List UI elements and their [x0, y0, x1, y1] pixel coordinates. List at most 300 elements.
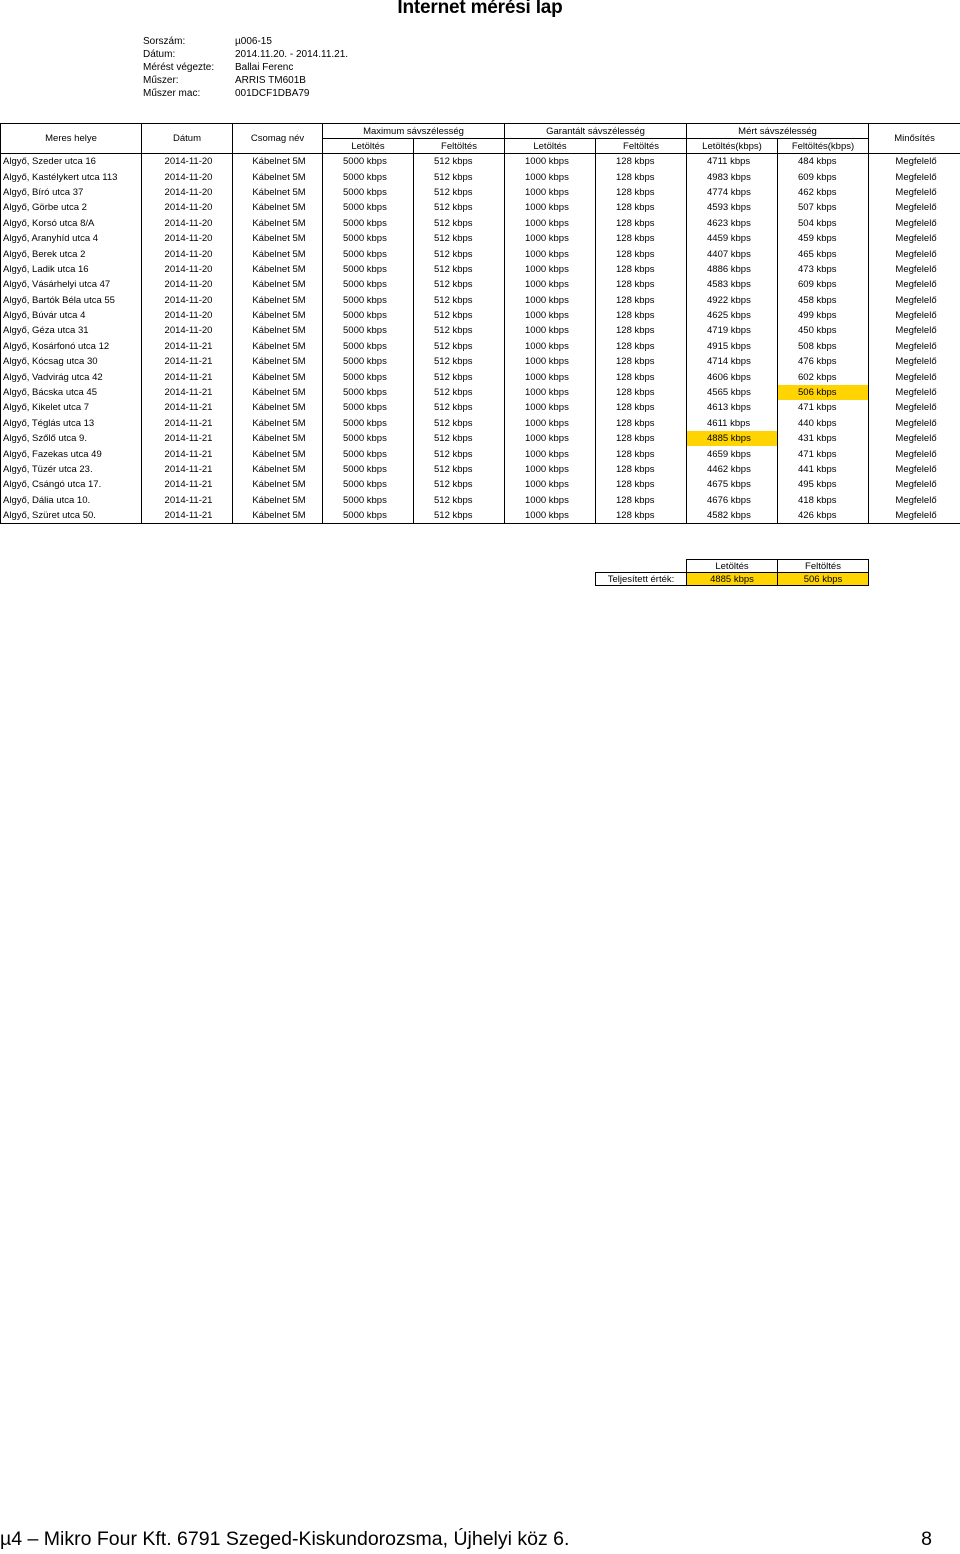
cell-meas-download: 4611 kbps — [687, 416, 778, 431]
cell-quality: Megfelelő — [869, 293, 960, 308]
cell-max-download: 5000 kbps — [323, 477, 414, 492]
cell-guar-download: 1000 kbps — [505, 323, 596, 338]
cell-quality: Megfelelő — [869, 493, 960, 508]
cell-place: Algyő, Berek utca 2 — [1, 246, 142, 261]
cell-meas-download: 4922 kbps — [687, 293, 778, 308]
cell-max-download: 5000 kbps — [323, 385, 414, 400]
cell-package: Kábelnet 5M — [233, 477, 323, 492]
cell-guar-upload: 128 kbps — [596, 277, 687, 292]
table-row — [1, 416, 960, 431]
cell-max-download: 5000 kbps — [323, 231, 414, 246]
cell-meas-upload: 473 kbps — [778, 262, 869, 277]
cell-meas-download: 4675 kbps — [687, 477, 778, 492]
table-row — [1, 493, 960, 508]
meta-label: Mérést végezte: — [143, 62, 215, 73]
cell-meas-download: 4606 kbps — [687, 369, 778, 384]
table-row — [1, 277, 960, 292]
meta-label: Sorszám: — [143, 36, 186, 47]
cell-meas-upload: 459 kbps — [778, 231, 869, 246]
cell-meas-download: 4711 kbps — [687, 154, 778, 170]
cell-package: Kábelnet 5M — [233, 216, 323, 231]
cell-place: Algyő, Búvár utca 4 — [1, 308, 142, 323]
cell-place: Algyő, Fazekas utca 49 — [1, 446, 142, 461]
cell-package: Kábelnet 5M — [233, 508, 323, 524]
cell-place: Algyő, Szüret utca 50. — [1, 508, 142, 524]
cell-quality: Megfelelő — [869, 200, 960, 215]
cell-quality: Megfelelő — [869, 385, 960, 400]
meta-value: 2014.11.20. - 2014.11.21. — [235, 49, 349, 60]
cell-place: Algyő, Kócsag utca 30 — [1, 354, 142, 369]
cell-max-download: 5000 kbps — [323, 293, 414, 308]
header-guaranteed-bandwidth: Garantált sávszélesség — [505, 124, 687, 139]
table-row — [1, 293, 960, 308]
cell-quality: Megfelelő — [869, 339, 960, 354]
cell-max-upload: 512 kbps — [414, 200, 505, 215]
cell-quality: Megfelelő — [869, 354, 960, 369]
cell-package: Kábelnet 5M — [233, 231, 323, 246]
cell-max-download: 5000 kbps — [323, 416, 414, 431]
cell-package: Kábelnet 5M — [233, 462, 323, 477]
cell-package: Kábelnet 5M — [233, 385, 323, 400]
cell-meas-upload: 507 kbps — [778, 200, 869, 215]
cell-date: 2014-11-20 — [142, 169, 233, 184]
cell-guar-download: 1000 kbps — [505, 246, 596, 261]
cell-max-upload: 512 kbps — [414, 446, 505, 461]
cell-max-upload: 512 kbps — [414, 231, 505, 246]
cell-place: Algyő, Bíró utca 37 — [1, 185, 142, 200]
cell-max-download: 5000 kbps — [323, 277, 414, 292]
cell-package: Kábelnet 5M — [233, 185, 323, 200]
cell-date: 2014-11-20 — [142, 308, 233, 323]
measurement-table — [0, 123, 960, 524]
table-row — [1, 308, 960, 323]
cell-meas-download: 4719 kbps — [687, 323, 778, 338]
cell-guar-download: 1000 kbps — [505, 493, 596, 508]
cell-meas-download: 4774 kbps — [687, 185, 778, 200]
cell-guar-upload: 128 kbps — [596, 462, 687, 477]
cell-guar-download: 1000 kbps — [505, 169, 596, 184]
cell-guar-upload: 128 kbps — [596, 262, 687, 277]
header-meas-download: Letöltés(kbps) — [687, 139, 778, 154]
table-row — [1, 200, 960, 215]
cell-package: Kábelnet 5M — [233, 277, 323, 292]
cell-meas-upload: 506 kbps — [778, 385, 869, 400]
cell-meas-upload: 426 kbps — [778, 508, 869, 524]
cell-date: 2014-11-21 — [142, 431, 233, 446]
cell-max-upload: 512 kbps — [414, 416, 505, 431]
cell-max-upload: 512 kbps — [414, 169, 505, 184]
cell-meas-upload: 418 kbps — [778, 493, 869, 508]
cell-max-download: 5000 kbps — [323, 431, 414, 446]
table-row — [1, 462, 960, 477]
cell-max-upload: 512 kbps — [414, 246, 505, 261]
cell-guar-download: 1000 kbps — [505, 339, 596, 354]
cell-meas-download: 4462 kbps — [687, 462, 778, 477]
cell-meas-upload: 609 kbps — [778, 169, 869, 184]
cell-package: Kábelnet 5M — [233, 431, 323, 446]
cell-guar-upload: 128 kbps — [596, 400, 687, 415]
cell-guar-download: 1000 kbps — [505, 293, 596, 308]
cell-guar-download: 1000 kbps — [505, 354, 596, 369]
cell-place: Algyő, Vadvirág utca 42 — [1, 369, 142, 384]
cell-max-download: 5000 kbps — [323, 354, 414, 369]
cell-meas-download: 4613 kbps — [687, 400, 778, 415]
cell-max-upload: 512 kbps — [414, 277, 505, 292]
cell-meas-upload: 504 kbps — [778, 216, 869, 231]
cell-quality: Megfelelő — [869, 185, 960, 200]
page-title: Internet mérési lap — [397, 0, 563, 18]
cell-package: Kábelnet 5M — [233, 308, 323, 323]
header-package: Csomag név — [233, 124, 323, 154]
cell-place: Algyő, Bácska utca 45 — [1, 385, 142, 400]
cell-max-download: 5000 kbps — [323, 462, 414, 477]
cell-guar-download: 1000 kbps — [505, 216, 596, 231]
cell-max-upload: 512 kbps — [414, 185, 505, 200]
cell-max-download: 5000 kbps — [323, 446, 414, 461]
cell-guar-download: 1000 kbps — [505, 277, 596, 292]
table-row — [1, 431, 960, 446]
cell-meas-upload: 431 kbps — [778, 431, 869, 446]
table-row — [1, 400, 960, 415]
header-meas-upload: Feltöltés(kbps) — [778, 139, 869, 154]
cell-place: Algyő, Csángó utca 17. — [1, 477, 142, 492]
table-row — [1, 508, 960, 524]
cell-max-upload: 512 kbps — [414, 477, 505, 492]
cell-date: 2014-11-21 — [142, 354, 233, 369]
cell-place: Algyő, Korsó utca 8/A — [1, 216, 142, 231]
cell-guar-download: 1000 kbps — [505, 185, 596, 200]
page-number: 8 — [921, 1528, 932, 1550]
cell-guar-upload: 128 kbps — [596, 354, 687, 369]
header-guar-upload: Feltöltés — [596, 139, 687, 154]
header-max-upload: Feltöltés — [414, 139, 505, 154]
cell-guar-upload: 128 kbps — [596, 154, 687, 170]
cell-place: Algyő, Görbe utca 2 — [1, 200, 142, 215]
cell-meas-download: 4583 kbps — [687, 277, 778, 292]
cell-guar-upload: 128 kbps — [596, 369, 687, 384]
cell-quality: Megfelelő — [869, 416, 960, 431]
cell-max-download: 5000 kbps — [323, 246, 414, 261]
cell-meas-download: 4582 kbps — [687, 508, 778, 524]
cell-package: Kábelnet 5M — [233, 154, 323, 170]
cell-guar-download: 1000 kbps — [505, 385, 596, 400]
cell-meas-upload: 476 kbps — [778, 354, 869, 369]
meta-value: Ballai Ferenc — [235, 62, 294, 73]
cell-guar-upload: 128 kbps — [596, 246, 687, 261]
cell-date: 2014-11-20 — [142, 154, 233, 170]
cell-guar-download: 1000 kbps — [505, 477, 596, 492]
cell-max-upload: 512 kbps — [414, 154, 505, 170]
cell-package: Kábelnet 5M — [233, 246, 323, 261]
cell-meas-upload: 495 kbps — [778, 477, 869, 492]
cell-meas-download: 4915 kbps — [687, 339, 778, 354]
cell-meas-download: 4459 kbps — [687, 231, 778, 246]
cell-meas-download: 4565 kbps — [687, 385, 778, 400]
summary-download-value: 4885 kbps — [687, 573, 778, 586]
cell-place: Algyő, Szőlő utca 9. — [1, 431, 142, 446]
cell-place: Algyő, Ladik utca 16 — [1, 262, 142, 277]
cell-quality: Megfelelő — [869, 369, 960, 384]
cell-max-upload: 512 kbps — [414, 293, 505, 308]
cell-meas-download: 4714 kbps — [687, 354, 778, 369]
cell-max-upload: 512 kbps — [414, 385, 505, 400]
cell-guar-download: 1000 kbps — [505, 508, 596, 524]
summary-upload-value: 506 kbps — [778, 573, 869, 586]
cell-guar-upload: 128 kbps — [596, 431, 687, 446]
cell-package: Kábelnet 5M — [233, 446, 323, 461]
table-row — [1, 154, 960, 170]
summary-download-header: Letöltés — [687, 560, 778, 573]
cell-max-download: 5000 kbps — [323, 493, 414, 508]
cell-max-upload: 512 kbps — [414, 339, 505, 354]
cell-meas-upload: 458 kbps — [778, 293, 869, 308]
cell-meas-upload: 440 kbps — [778, 416, 869, 431]
cell-quality: Megfelelő — [869, 169, 960, 184]
cell-quality: Megfelelő — [869, 308, 960, 323]
meta-value: ARRIS TM601B — [235, 75, 306, 86]
cell-guar-download: 1000 kbps — [505, 308, 596, 323]
cell-date: 2014-11-20 — [142, 277, 233, 292]
cell-date: 2014-11-21 — [142, 493, 233, 508]
cell-guar-download: 1000 kbps — [505, 416, 596, 431]
cell-max-upload: 512 kbps — [414, 400, 505, 415]
cell-guar-upload: 128 kbps — [596, 185, 687, 200]
header-date: Dátum — [142, 124, 233, 154]
cell-place: Algyő, Vásárhelyi utca 47 — [1, 277, 142, 292]
summary-label: Teljesített érték: — [596, 573, 687, 586]
header-place: Meres helye — [1, 124, 142, 154]
cell-guar-upload: 128 kbps — [596, 216, 687, 231]
cell-quality: Megfelelő — [869, 262, 960, 277]
cell-package: Kábelnet 5M — [233, 200, 323, 215]
cell-max-upload: 512 kbps — [414, 462, 505, 477]
cell-quality: Megfelelő — [869, 231, 960, 246]
cell-meas-upload: 602 kbps — [778, 369, 869, 384]
meta-label: Műszer mac: — [143, 88, 201, 99]
cell-meas-upload: 471 kbps — [778, 400, 869, 415]
cell-guar-upload: 128 kbps — [596, 323, 687, 338]
cell-meas-download: 4983 kbps — [687, 169, 778, 184]
cell-place: Algyő, Kikelet utca 7 — [1, 400, 142, 415]
cell-place: Algyő, Dália utca 10. — [1, 493, 142, 508]
cell-quality: Megfelelő — [869, 462, 960, 477]
meta-value: 001DCF1DBA79 — [235, 88, 310, 99]
table-row — [1, 323, 960, 338]
cell-guar-upload: 128 kbps — [596, 508, 687, 524]
cell-date: 2014-11-21 — [142, 462, 233, 477]
summary-upload-header: Feltöltés — [778, 560, 869, 573]
cell-max-download: 5000 kbps — [323, 154, 414, 170]
cell-date: 2014-11-21 — [142, 416, 233, 431]
cell-guar-download: 1000 kbps — [505, 262, 596, 277]
cell-guar-download: 1000 kbps — [505, 400, 596, 415]
cell-guar-upload: 128 kbps — [596, 493, 687, 508]
cell-place: Algyő, Kosárfonó utca 12 — [1, 339, 142, 354]
cell-package: Kábelnet 5M — [233, 400, 323, 415]
cell-place: Algyő, Aranyhíd utca 4 — [1, 231, 142, 246]
cell-max-upload: 512 kbps — [414, 493, 505, 508]
cell-quality: Megfelelő — [869, 477, 960, 492]
cell-meas-upload: 441 kbps — [778, 462, 869, 477]
cell-place: Algyő, Szeder utca 16 — [1, 154, 142, 170]
cell-max-upload: 512 kbps — [414, 323, 505, 338]
cell-max-upload: 512 kbps — [414, 508, 505, 524]
cell-date: 2014-11-21 — [142, 508, 233, 524]
cell-meas-download: 4407 kbps — [687, 246, 778, 261]
cell-max-upload: 512 kbps — [414, 354, 505, 369]
cell-meas-upload: 471 kbps — [778, 446, 869, 461]
cell-package: Kábelnet 5M — [233, 369, 323, 384]
cell-guar-upload: 128 kbps — [596, 200, 687, 215]
cell-package: Kábelnet 5M — [233, 339, 323, 354]
cell-place: Algyő, Tüzér utca 23. — [1, 462, 142, 477]
cell-quality: Megfelelő — [869, 508, 960, 524]
meta-row — [143, 35, 348, 48]
cell-guar-upload: 128 kbps — [596, 293, 687, 308]
cell-package: Kábelnet 5M — [233, 354, 323, 369]
header-measured-bandwidth: Mért sávszélesség — [687, 124, 869, 139]
cell-quality: Megfelelő — [869, 323, 960, 338]
cell-meas-upload: 484 kbps — [778, 154, 869, 170]
cell-place: Algyő, Téglás utca 13 — [1, 416, 142, 431]
cell-max-download: 5000 kbps — [323, 323, 414, 338]
cell-max-download: 5000 kbps — [323, 369, 414, 384]
cell-meas-upload: 462 kbps — [778, 185, 869, 200]
meta-label: Műszer: — [143, 75, 179, 86]
footer-company: µ4 – Mikro Four Kft. 6791 Szeged-Kiskundorozsma, Újhelyi köz 6. — [0, 1528, 570, 1550]
cell-guar-download: 1000 kbps — [505, 154, 596, 170]
cell-place: Algyő, Kastélykert utca 113 — [1, 169, 142, 184]
cell-date: 2014-11-20 — [142, 246, 233, 261]
cell-meas-download: 4593 kbps — [687, 200, 778, 215]
cell-date: 2014-11-21 — [142, 339, 233, 354]
table-row — [1, 369, 960, 384]
cell-quality: Megfelelő — [869, 446, 960, 461]
cell-max-download: 5000 kbps — [323, 400, 414, 415]
cell-guar-upload: 128 kbps — [596, 308, 687, 323]
cell-meas-upload: 450 kbps — [778, 323, 869, 338]
cell-guar-download: 1000 kbps — [505, 200, 596, 215]
cell-guar-upload: 128 kbps — [596, 477, 687, 492]
cell-guar-upload: 128 kbps — [596, 416, 687, 431]
header-max-bandwidth: Maximum sávszélesség — [323, 124, 505, 139]
table-row — [1, 262, 960, 277]
cell-package: Kábelnet 5M — [233, 293, 323, 308]
cell-guar-upload: 128 kbps — [596, 339, 687, 354]
cell-meas-download: 4625 kbps — [687, 308, 778, 323]
cell-quality: Megfelelő — [869, 246, 960, 261]
cell-package: Kábelnet 5M — [233, 416, 323, 431]
table-row — [1, 185, 960, 200]
cell-date: 2014-11-20 — [142, 323, 233, 338]
meta-label: Dátum: — [143, 49, 176, 60]
cell-max-upload: 512 kbps — [414, 369, 505, 384]
table-row — [1, 385, 960, 400]
cell-date: 2014-11-20 — [142, 293, 233, 308]
cell-quality: Megfelelő — [869, 216, 960, 231]
cell-date: 2014-11-21 — [142, 385, 233, 400]
cell-package: Kábelnet 5M — [233, 262, 323, 277]
table-row — [1, 231, 960, 246]
cell-guar-upload: 128 kbps — [596, 385, 687, 400]
meta-value: µ006-15 — [235, 36, 272, 47]
cell-guar-download: 1000 kbps — [505, 446, 596, 461]
cell-package: Kábelnet 5M — [233, 169, 323, 184]
cell-quality: Megfelelő — [869, 400, 960, 415]
cell-place: Algyő, Bartók Béla utca 55 — [1, 293, 142, 308]
cell-max-upload: 512 kbps — [414, 308, 505, 323]
table-row — [1, 339, 960, 354]
table-header — [1, 124, 960, 154]
cell-guar-download: 1000 kbps — [505, 462, 596, 477]
cell-meas-upload: 499 kbps — [778, 308, 869, 323]
cell-max-upload: 512 kbps — [414, 262, 505, 277]
cell-package: Kábelnet 5M — [233, 323, 323, 338]
meta-row — [143, 48, 348, 61]
cell-max-download: 5000 kbps — [323, 169, 414, 184]
cell-meas-upload: 609 kbps — [778, 277, 869, 292]
cell-guar-upload: 128 kbps — [596, 169, 687, 184]
cell-quality: Megfelelő — [869, 431, 960, 446]
cell-place: Algyő, Géza utca 31 — [1, 323, 142, 338]
cell-max-download: 5000 kbps — [323, 308, 414, 323]
cell-meas-download: 4676 kbps — [687, 493, 778, 508]
cell-guar-download: 1000 kbps — [505, 431, 596, 446]
cell-date: 2014-11-20 — [142, 200, 233, 215]
cell-guar-upload: 128 kbps — [596, 231, 687, 246]
cell-meas-upload: 508 kbps — [778, 339, 869, 354]
cell-date: 2014-11-21 — [142, 400, 233, 415]
cell-date: 2014-11-20 — [142, 231, 233, 246]
cell-date: 2014-11-21 — [142, 446, 233, 461]
cell-max-download: 5000 kbps — [323, 339, 414, 354]
table-row — [1, 246, 960, 261]
cell-max-download: 5000 kbps — [323, 200, 414, 215]
cell-guar-upload: 128 kbps — [596, 446, 687, 461]
cell-quality: Megfelelő — [869, 277, 960, 292]
summary-table — [595, 559, 869, 586]
cell-max-download: 5000 kbps — [323, 262, 414, 277]
cell-meas-download: 4659 kbps — [687, 446, 778, 461]
meta-row — [143, 61, 348, 74]
table-row — [1, 216, 960, 231]
cell-max-upload: 512 kbps — [414, 216, 505, 231]
cell-date: 2014-11-20 — [142, 262, 233, 277]
header-guar-download: Letöltés — [505, 139, 596, 154]
cell-date: 2014-11-20 — [142, 185, 233, 200]
cell-guar-download: 1000 kbps — [505, 369, 596, 384]
cell-meas-upload: 465 kbps — [778, 246, 869, 261]
cell-guar-download: 1000 kbps — [505, 231, 596, 246]
cell-max-download: 5000 kbps — [323, 185, 414, 200]
cell-max-download: 5000 kbps — [323, 216, 414, 231]
cell-quality: Megfelelő — [869, 154, 960, 170]
cell-max-download: 5000 kbps — [323, 508, 414, 524]
cell-meas-download: 4623 kbps — [687, 216, 778, 231]
cell-meas-download: 4886 kbps — [687, 262, 778, 277]
cell-date: 2014-11-21 — [142, 477, 233, 492]
cell-max-upload: 512 kbps — [414, 431, 505, 446]
meta-row — [143, 87, 348, 100]
table-row — [1, 446, 960, 461]
header-quality: Minősítés — [869, 124, 960, 154]
table-row — [1, 169, 960, 184]
cell-meas-download: 4885 kbps — [687, 431, 778, 446]
cell-date: 2014-11-20 — [142, 216, 233, 231]
cell-date: 2014-11-21 — [142, 369, 233, 384]
table-row — [1, 477, 960, 492]
table-row — [1, 354, 960, 369]
